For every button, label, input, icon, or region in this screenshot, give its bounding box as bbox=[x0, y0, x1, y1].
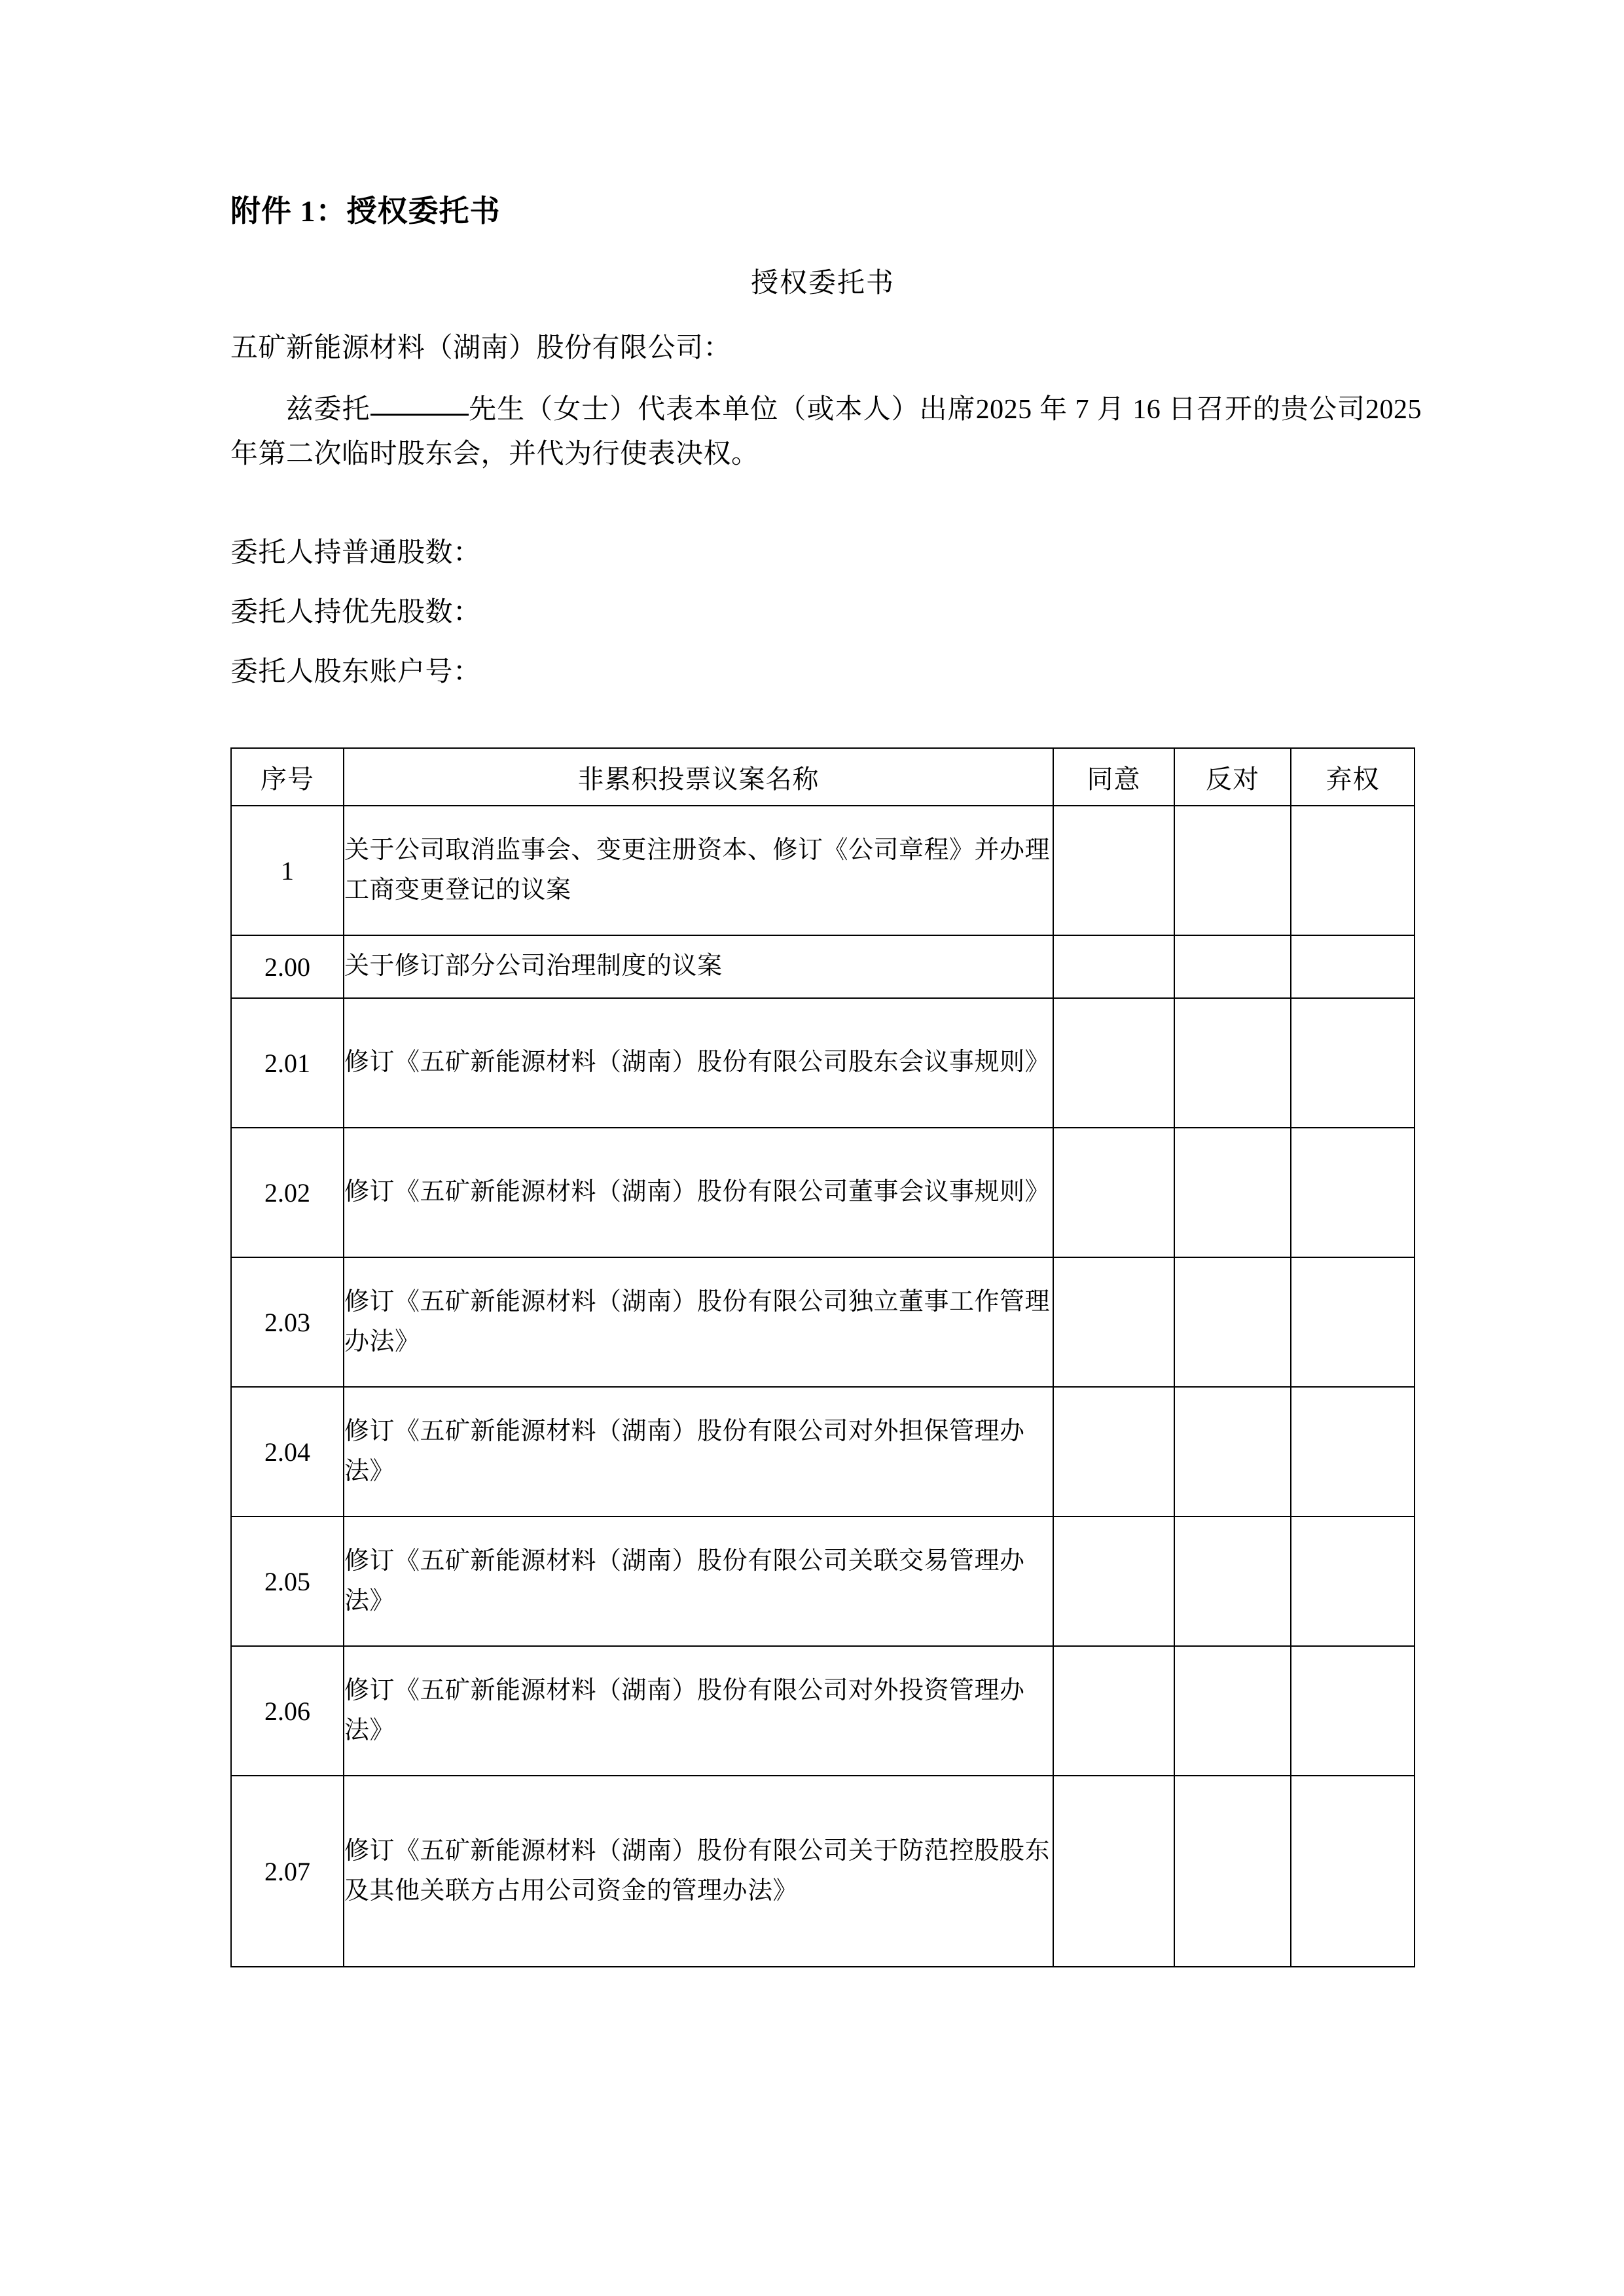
row-agree-checkbox-cell[interactable] bbox=[1053, 935, 1174, 998]
row-seq: 2.00 bbox=[231, 935, 344, 998]
row-proposal: 修订《五矿新能源材料（湖南）股份有限公司股东会议事规则》 bbox=[344, 998, 1053, 1128]
column-header-agree: 同意 bbox=[1053, 748, 1174, 806]
addressee-line: 五矿新能源材料（湖南）股份有限公司： bbox=[230, 333, 732, 363]
row-against-checkbox-cell[interactable] bbox=[1174, 998, 1291, 1128]
row-agree-checkbox-cell[interactable] bbox=[1053, 1387, 1174, 1516]
row-against-checkbox-cell[interactable] bbox=[1174, 1516, 1291, 1646]
table-row bbox=[231, 935, 1415, 998]
row-against-checkbox-cell[interactable] bbox=[1174, 1387, 1291, 1516]
authorization-paragraph bbox=[230, 387, 1422, 476]
entrust-suffix-text: 先生（女士）代表本单位（或本人）出席2025 年 7 月 16 日召 bbox=[468, 395, 1225, 425]
row-seq: 2.04 bbox=[231, 1387, 344, 1516]
holder-account-number-label: 委托人股东账户号： bbox=[230, 657, 481, 688]
table-row bbox=[231, 998, 1415, 1128]
row-abstain-checkbox-cell[interactable] bbox=[1291, 1646, 1415, 1776]
table-row bbox=[231, 806, 1415, 935]
row-against-checkbox-cell[interactable] bbox=[1174, 1646, 1291, 1776]
holder-common-shares-label: 委托人持普通股数： bbox=[230, 538, 481, 569]
row-seq: 1 bbox=[231, 806, 344, 935]
row-against-checkbox-cell[interactable] bbox=[1174, 1257, 1291, 1387]
table-row bbox=[231, 1516, 1415, 1646]
row-agree-checkbox-cell[interactable] bbox=[1053, 1646, 1174, 1776]
row-seq: 2.03 bbox=[231, 1257, 344, 1387]
row-abstain-checkbox-cell[interactable] bbox=[1291, 1387, 1415, 1516]
row-agree-checkbox-cell[interactable] bbox=[1053, 998, 1174, 1128]
row-against-checkbox-cell[interactable] bbox=[1174, 935, 1291, 998]
row-agree-checkbox-cell[interactable] bbox=[1053, 806, 1174, 935]
row-proposal: 修订《五矿新能源材料（湖南）股份有限公司独立董事工作管理办法》 bbox=[344, 1257, 1053, 1387]
row-seq: 2.05 bbox=[231, 1516, 344, 1646]
row-proposal: 修订《五矿新能源材料（湖南）股份有限公司关联交易管理办法》 bbox=[344, 1516, 1053, 1646]
table-row bbox=[231, 1128, 1415, 1257]
non-cumulative-vote-table bbox=[230, 747, 1415, 1967]
row-agree-checkbox-cell[interactable] bbox=[1053, 1516, 1174, 1646]
table-header-row bbox=[231, 748, 1415, 806]
holder-preferred-shares-label: 委托人持优先股数： bbox=[230, 598, 481, 628]
row-abstain-checkbox-cell[interactable] bbox=[1291, 1128, 1415, 1257]
row-agree-checkbox-cell[interactable] bbox=[1053, 1257, 1174, 1387]
entrust-prefix-text: 兹委托 bbox=[285, 395, 370, 425]
row-agree-checkbox-cell[interactable] bbox=[1053, 1128, 1174, 1257]
table-row bbox=[231, 1776, 1415, 1967]
table-row bbox=[231, 1387, 1415, 1516]
row-proposal: 关于公司取消监事会、变更注册资本、修订《公司章程》并办理工商变更登记的议案 bbox=[344, 806, 1053, 935]
attachment-title: 附件 1：授权委托书 bbox=[230, 194, 501, 228]
delegate-name-blank[interactable] bbox=[370, 414, 469, 416]
document-title: 授权委托书 bbox=[750, 268, 895, 298]
row-abstain-checkbox-cell[interactable] bbox=[1291, 935, 1415, 998]
column-header-abstain: 弃权 bbox=[1291, 748, 1415, 806]
vote-table-container bbox=[230, 747, 1428, 1967]
row-abstain-checkbox-cell[interactable] bbox=[1291, 1776, 1415, 1967]
row-seq: 2.06 bbox=[231, 1646, 344, 1776]
column-header-seq: 序号 bbox=[231, 748, 344, 806]
table-row bbox=[231, 1257, 1415, 1387]
row-proposal: 修订《五矿新能源材料（湖南）股份有限公司对外投资管理办法》 bbox=[344, 1646, 1053, 1776]
row-proposal: 修订《五矿新能源材料（湖南）股份有限公司关于防范控股股东及其他关联方占用公司资金的管理办法》 bbox=[344, 1776, 1053, 1967]
meeting-description-text: 开的贵公司2025年第二次临时股东会，并代为行使表决权。 bbox=[230, 395, 1422, 470]
table-row bbox=[231, 1646, 1415, 1776]
row-abstain-checkbox-cell[interactable] bbox=[1291, 806, 1415, 935]
row-abstain-checkbox-cell[interactable] bbox=[1291, 1257, 1415, 1387]
column-header-against: 反对 bbox=[1174, 748, 1291, 806]
row-seq: 2.01 bbox=[231, 998, 344, 1128]
row-abstain-checkbox-cell[interactable] bbox=[1291, 998, 1415, 1128]
row-seq: 2.07 bbox=[231, 1776, 344, 1967]
holder-info-block bbox=[230, 539, 1428, 686]
row-against-checkbox-cell[interactable] bbox=[1174, 1128, 1291, 1257]
row-agree-checkbox-cell[interactable] bbox=[1053, 1776, 1174, 1967]
row-against-checkbox-cell[interactable] bbox=[1174, 806, 1291, 935]
table-body bbox=[231, 806, 1415, 1967]
row-proposal: 修订《五矿新能源材料（湖南）股份有限公司董事会议事规则》 bbox=[344, 1128, 1053, 1257]
row-proposal: 关于修订部分公司治理制度的议案 bbox=[344, 935, 1053, 998]
row-abstain-checkbox-cell[interactable] bbox=[1291, 1516, 1415, 1646]
row-proposal: 修订《五矿新能源材料（湖南）股份有限公司对外担保管理办法》 bbox=[344, 1387, 1053, 1516]
row-against-checkbox-cell[interactable] bbox=[1174, 1776, 1291, 1967]
row-seq: 2.02 bbox=[231, 1128, 344, 1257]
column-header-proposal: 非累积投票议案名称 bbox=[344, 748, 1053, 806]
